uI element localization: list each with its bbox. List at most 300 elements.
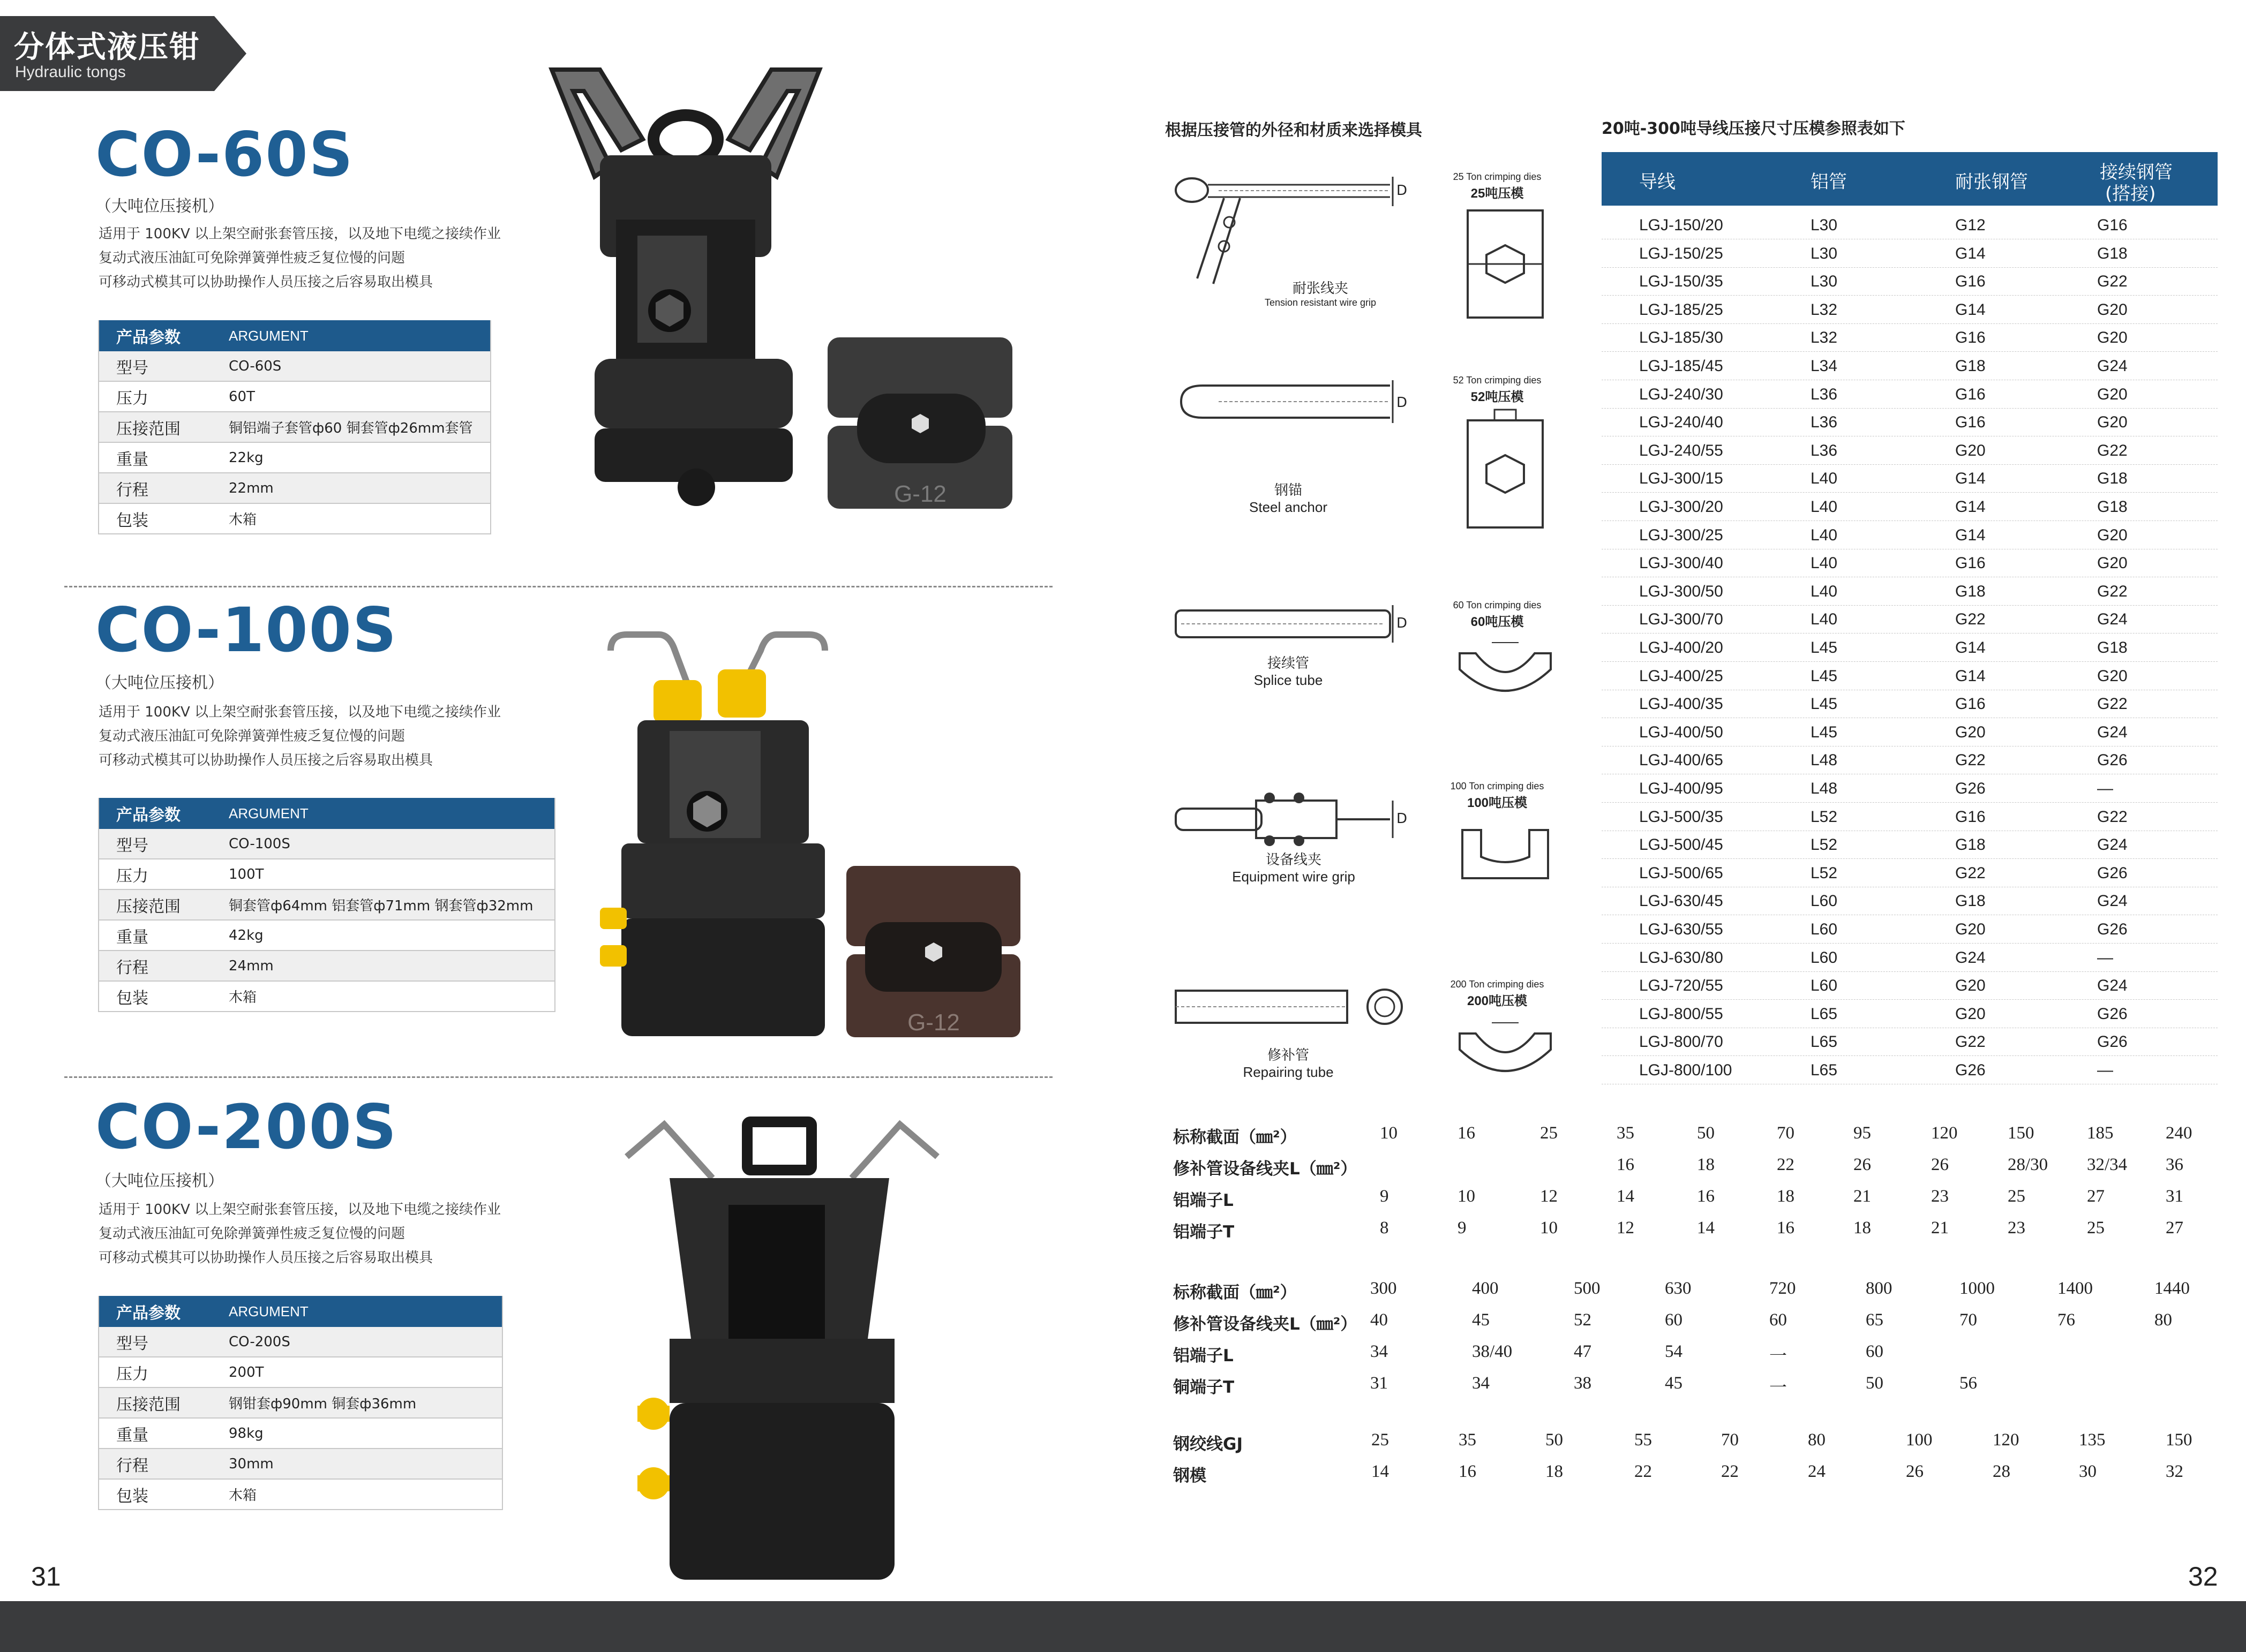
spec-value: 木箱 [213, 503, 491, 534]
row-value: 65 [1866, 1310, 1883, 1330]
spec-value: 98kg [213, 1418, 502, 1449]
table-cell: LGJ-300/25 [1639, 526, 1723, 544]
row-value: 24 [1808, 1462, 1826, 1481]
table-cell: LGJ-400/20 [1639, 639, 1723, 657]
table-cell: G14 [1955, 244, 1986, 262]
table-cell: — [2097, 948, 2113, 967]
spec-table [98, 320, 491, 534]
table-cell: G20 [1955, 1005, 1986, 1023]
table-cell: LGJ-185/45 [1639, 357, 1723, 375]
dimension-d: D [1396, 395, 1408, 411]
col-header: 接续钢管 [2100, 162, 2173, 183]
table-cell: G22 [2097, 582, 2128, 600]
divider [64, 586, 1053, 587]
table-cell: L36 [1811, 413, 1838, 432]
table-row [1602, 690, 2218, 718]
section-row [1173, 1119, 2207, 1151]
die-caption: 52 Ton crimping dies 52吨压模 [1453, 375, 1542, 404]
row-value: 18 [1545, 1462, 1563, 1481]
row-value: 135 [2079, 1430, 2106, 1450]
table-heading: 20吨-300吨导线压接尺寸压模参照表如下 [1602, 119, 1905, 138]
row-value: 76 [2057, 1310, 2075, 1330]
spec-table [98, 798, 555, 1012]
table-cell: G24 [1955, 948, 1986, 967]
table-cell: LGJ-400/25 [1639, 667, 1723, 685]
row-value: 21 [1853, 1187, 1871, 1206]
row-value: 35 [1459, 1430, 1476, 1450]
table-cell: G18 [1955, 892, 1986, 910]
desc-line: 复动式液压油缸可免除弹簧弹性疲乏复位慢的问题 [99, 728, 405, 744]
row-value: 23 [1931, 1187, 1949, 1206]
table-cell: G22 [1955, 1033, 1986, 1051]
table-row [1602, 633, 2218, 662]
table-row [1602, 1028, 2218, 1056]
row-value: 22 [1634, 1462, 1652, 1481]
row-value: 31 [1370, 1374, 1388, 1393]
die-caption: 100 Ton crimping dies 100吨压模 [1450, 781, 1544, 810]
product-model: CO-60S [95, 119, 354, 190]
row-value: 1000 [1959, 1279, 1995, 1298]
table-row [1602, 1000, 2218, 1028]
crimping-die-image [844, 863, 1023, 1040]
table-row [1602, 577, 2218, 606]
row-value: 36 [2166, 1155, 2183, 1174]
table-cell: G18 [2097, 470, 2128, 488]
product-model: CO-100S [95, 594, 398, 666]
row-value: 28 [1993, 1462, 2010, 1481]
table-cell: LGJ-630/55 [1639, 921, 1723, 938]
row-value: 38 [1574, 1374, 1591, 1393]
row-value: 45 [1665, 1374, 1682, 1393]
desc-line: 适用于 100KV 以上架空耐张套管压接，以及地下电缆之接续作业 [99, 704, 501, 720]
table-cell: G20 [1955, 921, 1986, 938]
row-value: 27 [2087, 1187, 2105, 1206]
row-value: 50 [1697, 1123, 1715, 1143]
die-60t-drawing [1454, 632, 1556, 701]
die-caption: 200 Ton crimping dies 200吨压模 [1450, 979, 1544, 1008]
spec-value: 24mm [213, 951, 555, 981]
row-value: 8 [1380, 1218, 1389, 1238]
table-row [1602, 605, 2218, 633]
spec-value: 铜套管ф64mm 铝套管ф71mm 钢套管ф32mm [213, 889, 555, 920]
row-value: 70 [1777, 1123, 1794, 1143]
col-header: (搭接) [2105, 183, 2156, 205]
row-value: 28/30 [2008, 1155, 2048, 1174]
table-row [1602, 239, 2218, 268]
row-value: 22 [1721, 1462, 1739, 1481]
row-value: 150 [2166, 1430, 2192, 1450]
spec-label: 型号 [99, 1327, 213, 1357]
spec-value: 42kg [213, 920, 555, 951]
row-value: 14 [1697, 1218, 1715, 1238]
table-cell: L40 [1811, 498, 1838, 516]
spec-value: 22kg [213, 442, 491, 473]
table-row [1602, 971, 2218, 1000]
spec-label: 包装 [99, 1479, 213, 1510]
dimension-d: D [1396, 811, 1408, 827]
table-cell: LGJ-400/95 [1639, 780, 1723, 797]
table-cell: L52 [1811, 836, 1838, 854]
table-cell: G26 [2097, 1005, 2128, 1023]
table-row [1602, 380, 2218, 409]
table-cell: LGJ-500/45 [1639, 836, 1723, 854]
col-header: 耐张钢管 [1955, 171, 2028, 193]
row-value: 27 [2166, 1218, 2183, 1238]
table-cell: G16 [1955, 808, 1986, 826]
table-cell: G20 [1955, 723, 1986, 741]
table-cell: — [2097, 780, 2113, 797]
spec-value: CO-100S [213, 829, 555, 859]
product-description [99, 222, 501, 295]
crimping-die-image [825, 335, 1015, 511]
spec-label: 压力 [99, 381, 213, 412]
table-cell: LGJ-500/65 [1639, 864, 1723, 882]
table-cell: G14 [1955, 470, 1986, 488]
spec-value: 铜铝端子套管ф60 铜套管ф26mm套管 [213, 412, 491, 442]
table-cell: L32 [1811, 300, 1838, 319]
row-value: 16 [1459, 1462, 1476, 1481]
row-label: 铝端子L [1173, 1191, 1234, 1210]
spec-header: 产品参数 [99, 798, 213, 829]
footer-bar [0, 1601, 2246, 1652]
product-model: CO-200S [95, 1091, 398, 1163]
diagram-caption: 钢锚 Steel anchor [1249, 482, 1327, 515]
spec-label: 行程 [99, 951, 213, 981]
table-cell: G18 [2097, 498, 2128, 516]
spec-label: 重量 [99, 442, 213, 473]
spec-value: 木箱 [213, 981, 555, 1012]
row-value: 500 [1574, 1279, 1601, 1298]
row-value: 50 [1866, 1374, 1883, 1393]
equipment-grip-drawing [1165, 784, 1417, 849]
dimension-d: D [1396, 615, 1408, 631]
table-cell: G20 [2097, 526, 2128, 544]
row-value: 30 [2079, 1462, 2097, 1481]
section-row [1173, 1458, 2207, 1490]
table-cell: G20 [1955, 441, 1986, 459]
table-row [1602, 549, 2218, 577]
table-cell: LGJ-300/20 [1639, 498, 1723, 516]
spec-value: CO-60S [213, 351, 491, 381]
table-cell: LGJ-800/100 [1639, 1061, 1732, 1079]
row-value: 26 [1931, 1155, 1949, 1174]
table-row [1602, 662, 2218, 690]
section-row [1173, 1214, 2207, 1246]
table-cell: G16 [1955, 329, 1986, 347]
row-value: 31 [2166, 1187, 2183, 1206]
product-subtitle: （大吨位压接机） [95, 1172, 224, 1190]
spec-header: ARGUMENT [213, 1296, 502, 1327]
row-value: 720 [1769, 1279, 1796, 1298]
row-label: 钢模 [1173, 1466, 1206, 1485]
row-value: 70 [1721, 1430, 1739, 1450]
row-value: 25 [2087, 1218, 2105, 1238]
desc-line: 适用于 100KV 以上架空耐张套管压接，以及地下电缆之接续作业 [99, 1202, 501, 1218]
die-caption: 25 Ton crimping dies 25吨压模 [1453, 171, 1542, 201]
row-label: 钢绞线GJ [1173, 1435, 1243, 1454]
spec-value: 200T [213, 1357, 502, 1387]
table-cell: LGJ-800/55 [1639, 1005, 1723, 1023]
desc-line: 复动式液压油缸可免除弹簧弹性疲乏复位慢的问题 [99, 250, 405, 266]
row-value: 32/34 [2087, 1155, 2128, 1174]
table-cell: G22 [2097, 273, 2128, 291]
row-value: 25 [1371, 1430, 1389, 1450]
spec-value: 钢钳套ф90mm 铜套ф36mm [213, 1387, 502, 1418]
section-row [1173, 1369, 2207, 1401]
dimension-d: D [1396, 183, 1408, 199]
row-value: 54 [1665, 1342, 1682, 1361]
row-value: 400 [1472, 1279, 1499, 1298]
row-value: 800 [1866, 1279, 1892, 1298]
table-cell: G20 [2097, 554, 2128, 572]
row-value: 38/40 [1472, 1342, 1513, 1361]
table-cell: LGJ-400/50 [1639, 723, 1723, 741]
table-cell: L52 [1811, 808, 1838, 826]
table-row [1602, 296, 2218, 324]
table-cell: G24 [2097, 977, 2128, 995]
spec-value: 22mm [213, 473, 491, 503]
diagram-caption: 设备线夹 Equipment wire grip [1232, 851, 1355, 885]
table-row [1602, 803, 2218, 831]
section-row [1173, 1426, 2207, 1458]
row-value: 45 [1472, 1310, 1490, 1330]
table-row [1602, 267, 2218, 296]
table-cell: LGJ-300/50 [1639, 582, 1723, 600]
spec-label: 型号 [99, 829, 213, 859]
row-value: 80 [2154, 1310, 2172, 1330]
spec-label: 行程 [99, 473, 213, 503]
row-value: 60 [1866, 1342, 1883, 1361]
table-cell: L65 [1811, 1005, 1838, 1023]
table-cell: G20 [2097, 385, 2128, 403]
spec-value: 30mm [213, 1449, 502, 1479]
row-value: 22 [1777, 1155, 1794, 1174]
table-cell: LGJ-240/55 [1639, 441, 1723, 459]
spec-label: 包装 [99, 503, 213, 534]
table-cell: G14 [1955, 526, 1986, 544]
row-value: 18 [1853, 1218, 1871, 1238]
table-cell: G16 [2097, 216, 2128, 234]
row-label: 铝端子L [1173, 1346, 1234, 1366]
table-cell: LGJ-720/55 [1639, 977, 1723, 995]
spec-label: 压接范围 [99, 889, 213, 920]
spec-label: 压接范围 [99, 1387, 213, 1418]
spec-label: 行程 [99, 1449, 213, 1479]
desc-line: 适用于 100KV 以上架空耐张套管压接，以及地下电缆之接续作业 [99, 226, 501, 242]
spec-header: ARGUMENT [213, 320, 491, 351]
spec-value: 60T [213, 381, 491, 412]
table-cell: G16 [1955, 273, 1986, 291]
row-value: 80 [1808, 1430, 1826, 1450]
table-row [1602, 408, 2218, 436]
divider [64, 1076, 1053, 1078]
table-cell: L40 [1811, 554, 1838, 572]
spec-label: 压力 [99, 859, 213, 889]
table-cell: L65 [1811, 1033, 1838, 1051]
desc-line: 可移动式模其可以协助操作人员压接之后容易取出模具 [99, 1250, 433, 1266]
table-row [1602, 718, 2218, 746]
table-row [1602, 915, 2218, 944]
table-cell: L45 [1811, 695, 1838, 713]
splice-tube-drawing [1165, 589, 1417, 659]
table-cell: G26 [2097, 751, 2128, 770]
table-cell: LGJ-300/70 [1639, 610, 1723, 629]
table-cell: LGJ-800/70 [1639, 1033, 1723, 1051]
row-value: 10 [1540, 1218, 1558, 1238]
section-row [1173, 1151, 2207, 1183]
table-cell: G26 [2097, 864, 2128, 882]
table-cell: L30 [1811, 244, 1838, 262]
table-row [1602, 774, 2218, 803]
table-row [1602, 944, 2218, 972]
page-number: 32 [2188, 1562, 2218, 1591]
table-cell: G26 [2097, 921, 2128, 938]
row-value: 21 [1931, 1218, 1949, 1238]
spec-header: 产品参数 [99, 1296, 213, 1327]
table-cell: L36 [1811, 441, 1838, 459]
table-row [1602, 493, 2218, 521]
table-cell: LGJ-500/35 [1639, 808, 1723, 826]
table-cell: LGJ-300/15 [1639, 470, 1723, 488]
row-value: 630 [1665, 1279, 1692, 1298]
table-row [1602, 831, 2218, 859]
table-cell: L60 [1811, 892, 1838, 910]
row-value: 300 [1370, 1279, 1397, 1298]
spec-label: 压接范围 [99, 412, 213, 442]
table-row [1602, 352, 2218, 380]
row-value: 26 [1906, 1462, 1924, 1481]
row-value: 16 [1617, 1155, 1634, 1174]
page-number: 31 [31, 1562, 61, 1591]
table-cell: L60 [1811, 977, 1838, 995]
die-label: G-12 [894, 481, 947, 507]
table-cell: G22 [1955, 864, 1986, 882]
row-value: 35 [1617, 1123, 1634, 1143]
conductor-table-header [1602, 152, 2218, 206]
table-cell: — [2097, 1061, 2113, 1079]
row-value: 34 [1472, 1374, 1490, 1393]
table-cell: L60 [1811, 921, 1838, 938]
spec-label: 重量 [99, 920, 213, 951]
spec-label: 压力 [99, 1357, 213, 1387]
product-description [99, 1198, 501, 1270]
row-value: 70 [1959, 1310, 1977, 1330]
table-cell: L40 [1811, 470, 1838, 488]
table-cell: LGJ-630/45 [1639, 892, 1723, 910]
table-cell: G24 [2097, 610, 2128, 629]
table-row [1602, 464, 2218, 493]
row-value: 150 [2008, 1123, 2034, 1143]
row-value: 16 [1777, 1218, 1794, 1238]
table-cell: L36 [1811, 385, 1838, 403]
table-cell: G22 [1955, 751, 1986, 770]
col-header: 导线 [1639, 171, 1676, 193]
row-label: 铝端子T [1173, 1223, 1235, 1242]
table-cell: G14 [1955, 498, 1986, 516]
table-cell: LGJ-400/35 [1639, 695, 1723, 713]
steel-anchor-drawing [1165, 369, 1417, 434]
hydraulic-tong-image [621, 1114, 943, 1585]
hydraulic-tong-image [536, 59, 836, 525]
die-100t-drawing [1454, 819, 1556, 884]
table-cell: G20 [2097, 413, 2128, 432]
row-value: 50 [1545, 1430, 1563, 1450]
row-value: 32 [2166, 1462, 2183, 1481]
spec-value: 木箱 [213, 1479, 502, 1510]
desc-line: 可移动式模其可以协助操作人员压接之后容易取出模具 [99, 274, 433, 290]
table-cell: G26 [1955, 780, 1986, 797]
table-row [1602, 859, 2218, 887]
table-row [1602, 746, 2218, 774]
die-52t-drawing [1465, 407, 1545, 530]
table-cell: L30 [1811, 273, 1838, 291]
table-cell: G16 [1955, 554, 1986, 572]
row-value: 1440 [2154, 1279, 2190, 1298]
table-cell: LGJ-240/30 [1639, 385, 1723, 403]
product-subtitle: （大吨位压接机） [95, 674, 224, 692]
table-cell: G16 [1955, 695, 1986, 713]
table-cell: L40 [1811, 610, 1838, 629]
spec-table [98, 1296, 503, 1510]
table-cell: G26 [2097, 1033, 2128, 1051]
table-cell: G14 [1955, 639, 1986, 657]
table-cell: LGJ-300/40 [1639, 554, 1723, 572]
row-value: 16 [1458, 1123, 1475, 1143]
repairing-tube-drawing [1165, 980, 1417, 1039]
die-25t-drawing [1465, 208, 1545, 320]
row-value: 47 [1574, 1342, 1591, 1361]
table-cell: G20 [2097, 300, 2128, 319]
table-cell: G24 [2097, 836, 2128, 854]
table-cell: G16 [1955, 413, 1986, 432]
table-cell: L45 [1811, 667, 1838, 685]
row-value: 60 [1769, 1310, 1787, 1330]
table-cell: G18 [1955, 357, 1986, 375]
table-row [1602, 1056, 2218, 1084]
table-cell: G22 [2097, 695, 2128, 713]
section-row [1173, 1338, 2207, 1370]
table-cell: G12 [1955, 216, 1986, 234]
spec-label: 重量 [99, 1418, 213, 1449]
crimping-diagrams [1165, 161, 1594, 1103]
table-cell: G18 [1955, 836, 1986, 854]
row-value: 100 [1906, 1430, 1933, 1450]
table-cell: G18 [1955, 582, 1986, 600]
row-value: 34 [1370, 1342, 1388, 1361]
table-cell: G24 [2097, 357, 2128, 375]
table-cell: G26 [1955, 1061, 1986, 1079]
table-cell: L48 [1811, 751, 1838, 770]
section-title: 分体式液压钳 [14, 30, 200, 65]
row-value: 14 [1617, 1187, 1634, 1206]
spec-label: 型号 [99, 351, 213, 381]
table-cell: L65 [1811, 1061, 1838, 1079]
section-row [1173, 1182, 2207, 1215]
row-value: 25 [2008, 1187, 2025, 1206]
spec-header: ARGUMENT [213, 798, 555, 829]
table-cell: L52 [1811, 864, 1838, 882]
row-value: 120 [1931, 1123, 1958, 1143]
row-value: 一 [1769, 1378, 1787, 1398]
section-row [1173, 1306, 2207, 1338]
table-cell: G14 [1955, 300, 1986, 319]
row-value: 240 [2166, 1123, 2192, 1143]
product-description [99, 700, 501, 773]
row-label: 标称截面（㎜²） [1173, 1128, 1297, 1147]
table-cell: G20 [2097, 667, 2128, 685]
row-value: 12 [1617, 1218, 1634, 1238]
row-value: 26 [1853, 1155, 1871, 1174]
